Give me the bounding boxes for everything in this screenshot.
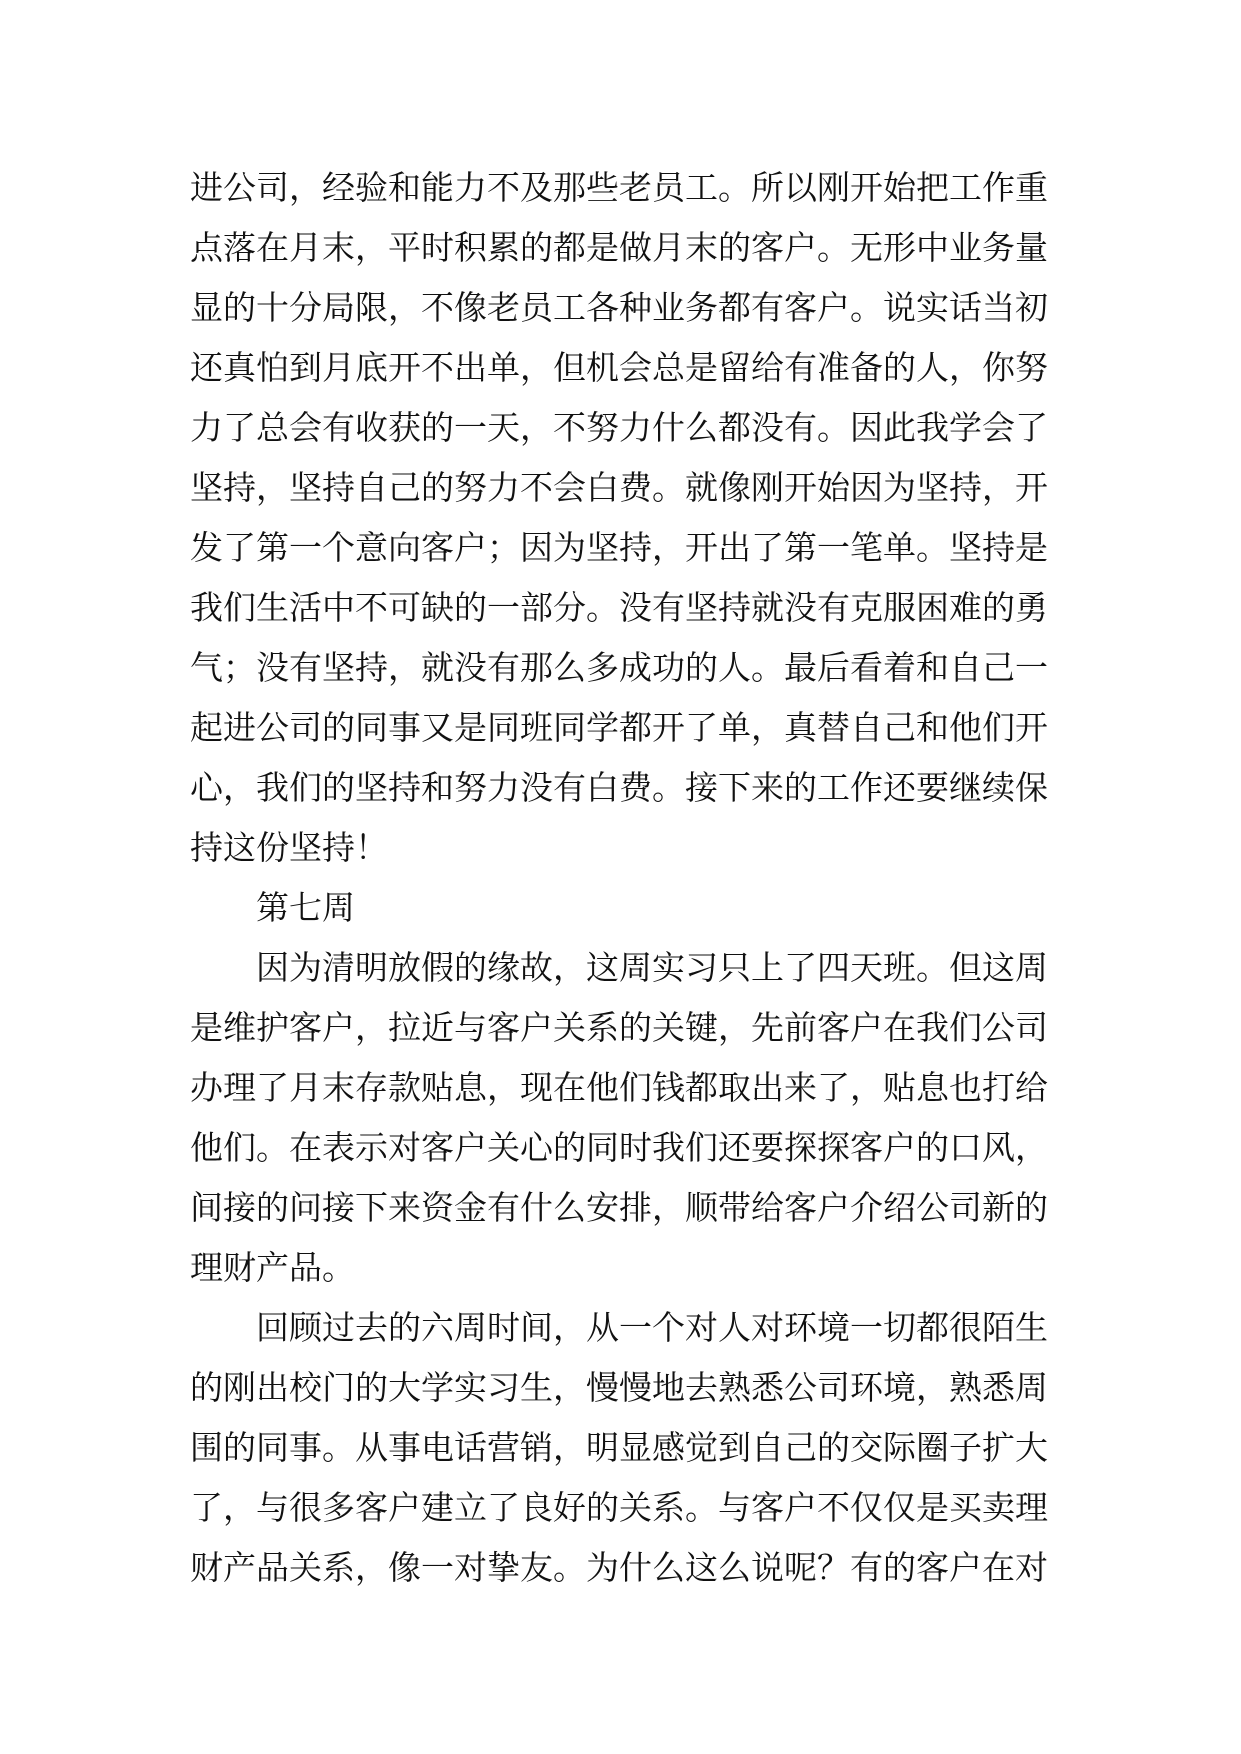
text-line: 回顾过去的六周时间，从一个对人对环境一切都很陌生 <box>256 1308 1048 1347</box>
body-text <box>190 158 1060 1598</box>
text-line: 的刚出校门的大学实习生，慢慢地去熟悉公司环境，熟悉周 <box>190 1368 1048 1407</box>
text-line: 持这份坚持！ <box>190 828 388 867</box>
text-line: 财产品关系，像一对挚友。为什么这么说呢？有的客户在对 <box>190 1548 1048 1587</box>
section-heading: 第七周 <box>256 888 355 927</box>
text-line: 理财产品。 <box>190 1248 355 1287</box>
text-line: 间接的问接下来资金有什么安排，顺带给客户介绍公司新的 <box>190 1188 1048 1227</box>
text-line: 了，与很多客户建立了良好的关系。与客户不仅仅是买卖理 <box>190 1488 1048 1527</box>
text-line: 点落在月末，平时积累的都是做月末的客户。无形中业务量 <box>190 228 1048 267</box>
text-line: 心，我们的坚持和努力没有白费。接下来的工作还要继续保 <box>190 768 1048 807</box>
text-line: 还真怕到月底开不出单，但机会总是留给有准备的人，你努 <box>190 348 1048 387</box>
text-line: 进公司，经验和能力不及那些老员工。所以刚开始把工作重 <box>190 168 1048 207</box>
text-line: 我们生活中不可缺的一部分。没有坚持就没有克服困难的勇 <box>190 588 1048 627</box>
text-line: 他们。在表示对客户关心的同时我们还要探探客户的口风， <box>190 1128 1048 1167</box>
text-line: 起进公司的同事又是同班同学都开了单，真替自己和他们开 <box>190 708 1048 747</box>
text-line: 气；没有坚持，就没有那么多成功的人。最后看着和自己一 <box>190 648 1048 687</box>
text-line: 围的同事。从事电话营销，明显感觉到自己的交际圈子扩大 <box>190 1428 1048 1467</box>
text-line: 坚持，坚持自己的努力不会白费。就像刚开始因为坚持，开 <box>190 468 1048 507</box>
text-line: 显的十分局限，不像老员工各种业务都有客户。说实话当初 <box>190 288 1048 327</box>
text-line: 办理了月末存款贴息，现在他们钱都取出来了，贴息也打给 <box>190 1068 1048 1107</box>
text-line: 因为清明放假的缘故，这周实习只上了四天班。但这周 <box>256 948 1048 987</box>
text-line: 是维护客户，拉近与客户关系的关键，先前客户在我们公司 <box>190 1008 1048 1047</box>
text-line: 力了总会有收获的一天，不努力什么都没有。因此我学会了 <box>190 408 1048 447</box>
text-line: 发了第一个意向客户；因为坚持，开出了第一笔单。坚持是 <box>190 528 1048 567</box>
